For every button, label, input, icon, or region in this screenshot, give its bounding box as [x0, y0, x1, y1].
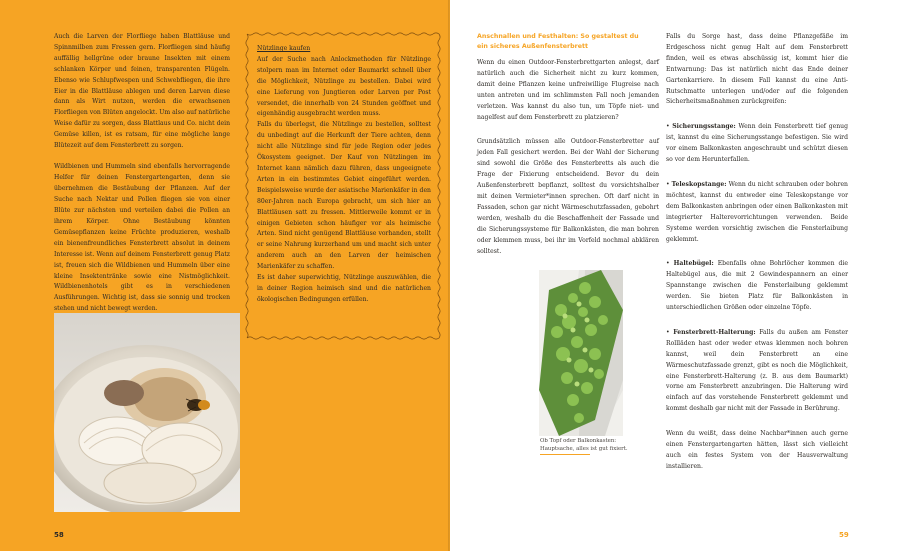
- right-page-column-2: [666, 32, 848, 483]
- paragraph: Es ist daher superwichtig, Nützlinge auszuwählen, die in deiner Region heimisch sind und die natürlichen ökologischen Bedingungen erfüllen.: [257, 274, 431, 303]
- bullet-item: • Teleskopstange: Wenn du nicht schrauben oder bohren möchtest, kannst du entweder eine Teleskopstange vor dem Balkonkasten anbringen oder einen Balkonkasten mit integrierter Halterevorrichtungen verwenden. Beide Systeme werden vorsichtig zwischen die Fensterlaibung geklemmt.: [666, 180, 848, 243]
- bullet-term: Fensterbrett-Halterung:: [673, 328, 756, 336]
- bullet-term: Haltebügel:: [673, 260, 714, 268]
- paragraph: Falls du überlegst, die Nützlinge zu bestellen, solltest du unbedingt auf die Herkunft der Tiere achten, denn nicht alle Nützlinge sind für jede Region oder jedes Ökosystem geeignet. Der Kauf von Nützlingen im Internet kann nämlich dazu führen, dass ungeeignete Arten in ein bestimmtes Gebiet eingeführt werden. Beispielsweise wurde der asiatische Marienkäfer in den 80er-Jahren nach Europa gebracht, um sich hier an Blattläusen satt zu fressen. Mittlerweile kommt er in einigen Gebieten schon häufiger vor als heimische Arten. Sind nicht genügend Blattläuse vorhanden, stellt er seine Nahrung kurzerhand um und macht sich unter anderem auch an den Larven der heimischen Marienkäfer zu schaffen.: [257, 121, 431, 271]
- paragraph: Wenn du weißt, dass deine Nachbar*innen auch gerne einen Fenstergartengarten hätten, lässt sich vielleicht auch ein festes System von der Hausverwaltung installieren.: [666, 430, 848, 470]
- caption-underline: [540, 454, 590, 455]
- bullet-text: Ebenfalls ohne Bohrlöcher kommen die Haltebügel aus, die mit 2 Gewindespannern an einer Spannstange zwischen die Fensterlaibung geklemmt werden. Sie bieten Platz für Balkonkästen in unterschiedlichen Größen oder einzelne Töpfe.: [666, 260, 848, 312]
- bullet-text: Falls du außen am Fenster Rollläden hast oder weder etwas klemmen noch bohren kannst, weil dein Fensterbrett an eine Wärmeschutzfassade grenzt, gibt es noch die Möglichkeit, eine Fensterbrett-Halterung (z. B. aus dem Baumarkt) vorne am Fensterbrett anzubringen. Die Halterung wird einfach auf das vorstehende Fensterbrett geklemmt und kommt deshalb gar nicht mit der Fassade in Berührung.: [666, 328, 848, 413]
- left-page-column-1: [54, 32, 230, 326]
- bullet-term: Sicherungsstange:: [672, 123, 736, 131]
- bullet-term: Teleskopstange:: [671, 180, 727, 188]
- caption-text: Ob Topf oder Balkonkasten: Hauptsache, alles ist gut fixiert.: [540, 438, 628, 452]
- right-page-column-1: [477, 58, 659, 268]
- page-number: 58: [54, 531, 64, 539]
- bullet-item: • Sicherungsstange: Wenn dein Fensterbrett tief genug ist, kannst du eine Sicherungsstange befestigen. Sie wird vor einem Balkonkasten angeschraubt und schützt diesen so vor dem Herunterfallen.: [666, 123, 848, 164]
- page-number: 59: [839, 531, 849, 539]
- bullet-item: • Haltebügel: Ebenfalls ohne Bohrlöcher kommen die Haltebügel aus, die mit 2 Gewindespannern an einer Spannstange zwischen die Fensterlaibung geklemmt werden. Sie bieten Platz für Balkonkästen in unterschiedlichen Größen oder einzelne Töpfe.: [666, 260, 848, 312]
- paragraph: Grundsätzlich müssen alle Outdoor-Fensterbretter auf jeden Fall gesichert werden. Bei der Wahl der Sicherung sind sowohl die Größe des Fensterbretts als auch die Frage der Fixierung entscheidend. Bevor du dein Außenfensterbrett bepflanzt, solltest du vorsichtshalber mit deinen Vermieter*innen sprechen. Oft darf nicht in Fassaden, schon gar nicht Wärmeschutzfassaden, gebohrt werden, weshalb du die Beschaffenheit der Fassade und die Sicherungssysteme für Balkonkästen, die man bohren oder klemmen muss, bei ihr im Vorfeld nochmal abklären solltest.: [477, 138, 659, 255]
- photo-balcony-box-plants: [539, 270, 623, 436]
- photo-caption: [540, 437, 632, 455]
- bullet-text: Wenn du nicht schrauben oder bohren möchtest, kannst du entweder eine Teleskopstange vor dem Balkonkasten anbringen oder einen Balkonkasten mit integrierter Halterevorrichtungen verwenden. Beide Systeme werden vorsichtig zwischen die Fensterlaibung geklemmt.: [666, 180, 848, 243]
- paragraph: Auch die Larven der Florfliege haben Blattläuse und Spinnmilben zum Fressen gern. Florfliegen sind häufig auffällig hellgrüne oder braune Insekten mit einem schlanken Körper und feinen, transparenten Flügeln. Ebenso wie Schlupfwespen und Schwebfliegen, die ihre Eier in die Blattläuse ablegen und deren Larven diese dann als Wirt nutzen, werden die erwachsenen Florfliegen von Blüten angelockt. Um also auf natürliche Weise dafür zu sorgen, dass Blattlaus und Co. nicht dein Gemüse killen, ist es ratsam, für eine mögliche lange Blütezeit auf dem Fensterbrett zu sorgen.: [54, 33, 230, 150]
- photo-shells-bowl-with-bee: [54, 313, 240, 512]
- bullet-text: Wenn dein Fensterbrett tief genug ist, kannst du eine Sicherungsstange befestigen. Sie wird vor einem Balkonkasten angeschraubt und schützt diesen so vor dem Herunterfallen.: [666, 123, 848, 164]
- paragraph: Wenn du einen Outdoor-Fensterbrettgarten anlegst, darf natürlich auch die Sicherheit nicht zu kurz kommen, damit deine Pflanzen keine unfreiwillige Flugreise nach unten antreten und im schlimmsten Fall noch jemanden verletzen. Was kannst du also tun, um Töpfe niet- und nagelfest auf dem Fensterbrett zu platzieren?: [477, 59, 659, 121]
- bullet-item: • Fensterbrett-Halterung: Falls du außen am Fenster Rollläden hast oder weder etwas klemmen noch bohren kannst, weil dein Fensterbrett an eine Wärmeschutzfassade grenzt, gibt es noch die Möglichkeit, eine Fensterbrett-Halterung (z. B. aus dem Baumarkt) vorne am Fensterbrett anzubringen. Die Halterung wird einfach auf das vorstehende Fensterbrett geklemmt und kommt deshalb gar nicht mit der Fassade in Berührung.: [666, 328, 848, 413]
- balcony-plants-illustration: [539, 270, 623, 436]
- section-heading: Anschnallen und Festhalten: So gestaltest du ein sicheres Außenfensterbrett: [477, 33, 639, 50]
- shells-illustration: [54, 313, 240, 512]
- info-box-heading: Nützlinge kaufen: [257, 45, 311, 52]
- paragraph: Wildbienen und Hummeln sind ebenfalls hervorragende Helfer für deinen Fenstergartengarten, denn sie übernehmen die Bestäubung der Pflanzen. Auf der Suche nach Nektar und Pollen fliegen sie von einer Blüte zur nächsten und verteilen dabei die Pollen an ihrem Körper. Ohne Bestäubung könnten Gemüsepflanzen keine Früchte produzieren, weshalb ein bienenfreundliches Fensterbrett absolut in deinem Interesse ist. Wenn auf deinem Fensterbrett genug Platz ist, freuen sich die Wildbienen und Hummeln über eine kleine Insektentränke sowie eine Nistmöglichkeit. Wildbienenhotels gibt es in verschiedenen Ausführungen. Wichtig ist, dass sie sonnig und trocken stehen und nicht bewegt werden.: [54, 163, 230, 313]
- paragraph: Auf der Suche nach Anlockmethoden für Nützlinge stolpern man im Internet oder Baumarkt schnell über die Möglichkeit, Nützlinge zu bestellen. Dabei wird eine Lieferung von Jungtieren oder Larven per Post versendet, die innerhalb von 24 Stunden geöffnet und eigenhändig ausgebracht werden muss.: [257, 55, 431, 118]
- info-box-nuetzlinge: [257, 44, 431, 316]
- paragraph: Falls du Sorge hast, dass deine Pflanzgefäße im Erdgeschoss nicht genug Halt auf dem Fensterbrett finden, weil es etwas abschüssig ist, kommt hier die Entwarnung: Das ist natürlich nicht das Ende deiner Gartenkarriere. In diesem Fall kannst du eine Anti-Rutschmatte unterlegen und/oder auf die folgenden Sicherheitsmaßnahmen zurückgreifen:: [666, 33, 848, 106]
